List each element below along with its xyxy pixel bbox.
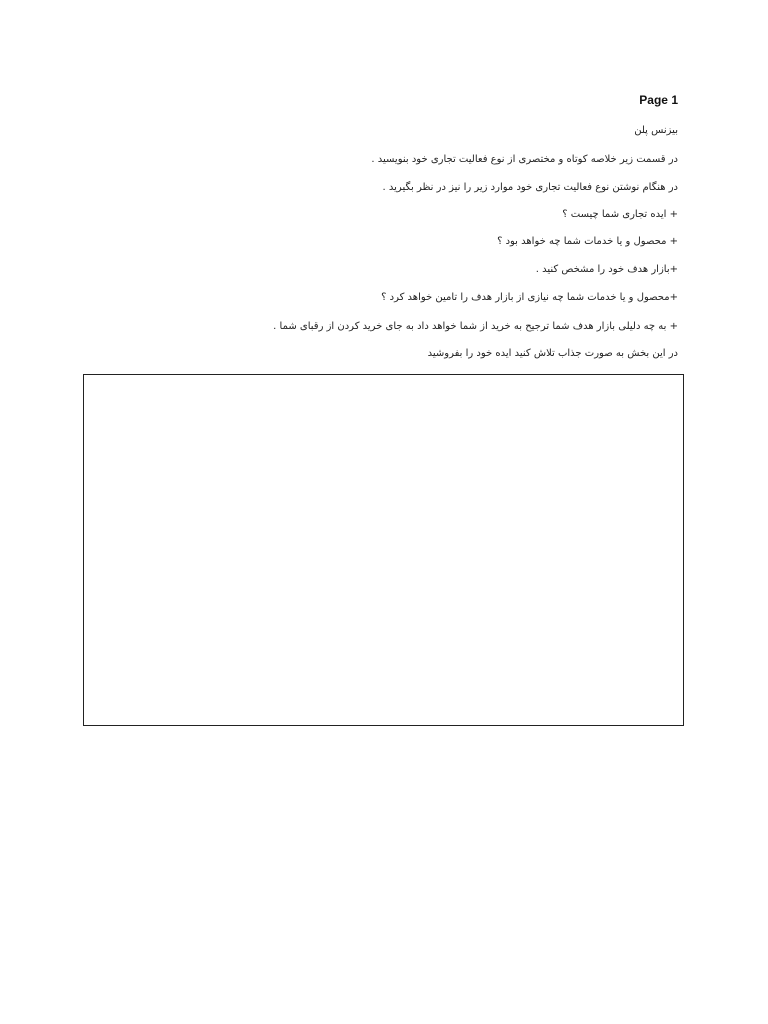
instruction-sell-idea: در این بخش به صورت جذاب تلاش کنید ایده خود را بفروشید xyxy=(427,348,678,359)
question-preference: + به چه دلیلی بازار هدف شما ترجیح به خرید از شما خواهد داد به جای خرید کردن از رقبای شما . xyxy=(273,321,678,332)
question-market-need: +محصول و یا خدمات شما چه نیازی از بازار هدف را تامین خواهد کرد ؟ xyxy=(381,292,678,303)
question-target-market: +بازار هدف خود را مشخص کنید . xyxy=(535,264,678,275)
answer-box[interactable] xyxy=(83,374,684,726)
question-product: + محصول و یا خدمات شما چه خواهد بود ؟ xyxy=(497,236,678,247)
document-title: بیزنس پلن xyxy=(634,125,678,136)
page-label: Page 1 xyxy=(639,93,678,107)
question-idea: + ایده تجاری شما چیست ؟ xyxy=(562,209,678,220)
instruction-intro: در قسمت زیر خلاصه کوتاه و مختصری از نوع فعالیت تجاری خود بنویسید . xyxy=(371,154,678,165)
instruction-consider: در هنگام نوشتن نوع فعالیت تجاری خود موارد زیر را نیز در نظر بگیرید . xyxy=(382,182,678,193)
